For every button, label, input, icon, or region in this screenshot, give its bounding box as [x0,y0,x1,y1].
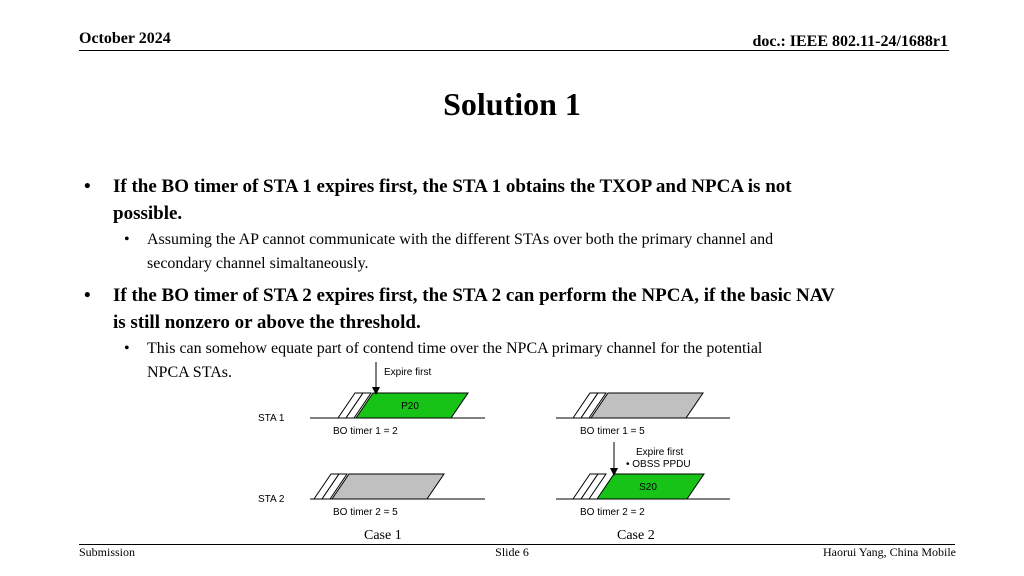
bullet-marker: • [84,285,91,306]
header-date: October 2024 [79,30,171,47]
case1-bo-timer-2: BO timer 2 = 5 [333,507,398,518]
bullet-2-line-1: If the BO timer of STA 2 expires first, the STA 2 can perform the NPCA, if the basic NAV [113,285,835,306]
bullet-2-line-2: is still nonzero or above the threshold. [113,312,421,333]
case2-obss-label: • OBSS PPDU [626,459,691,470]
bullet-1-line-2: possible. [113,203,183,224]
deferred-block [591,393,703,418]
header-doc-id: doc.: IEEE 802.11-24/1688r1 [752,33,948,50]
case1-sta2-timeline [310,474,485,518]
sub-bullet-marker: • [124,340,130,357]
case2-caption: Case 2 [617,528,655,543]
case2-expire-label: Expire first [636,447,684,458]
footer-submission: Submission [79,545,136,559]
bullet-1-line-1: If the BO timer of STA 1 expires first, the STA 1 obtains the TXOP and NPCA is not [113,176,792,197]
footer-author: Haorui Yang, China Mobile [823,545,956,559]
case1-expire-label: Expire first [384,367,432,378]
sta2-label: STA 2 [258,494,285,505]
sub-bullet-marker: • [124,231,130,248]
sub-bullet-2-line-1: This can somehow equate part of contend time over the NPCA primary channel for the potential [147,340,763,357]
case1-bo-timer-1: BO timer 1 = 2 [333,426,398,437]
case2-bo-timer-2: BO timer 2 = 2 [580,507,645,518]
footer-slide-number: Slide 6 [495,545,529,559]
sub-bullet-1-line-2: secondary channel simaltaneously. [147,255,369,272]
case2-bo-timer-1: BO timer 1 = 5 [580,426,645,437]
sub-bullet-1-line-1: Assuming the AP cannot communicate with the different STAs over both the primary channel and [147,231,774,248]
case1-caption: Case 1 [364,528,402,543]
p20-label: P20 [401,401,419,412]
sub-bullet-2-line-2: NPCA STAs. [147,364,232,381]
case2-sta1-timeline [556,393,730,437]
sta1-label: STA 1 [258,413,285,424]
case2-sta2-timeline [556,442,730,518]
case1-sta1-timeline [310,362,485,437]
s20-label: S20 [639,482,657,493]
bullet-marker: • [84,176,91,197]
deferred-block [332,474,444,499]
slide-title: Solution 1 [443,86,581,122]
